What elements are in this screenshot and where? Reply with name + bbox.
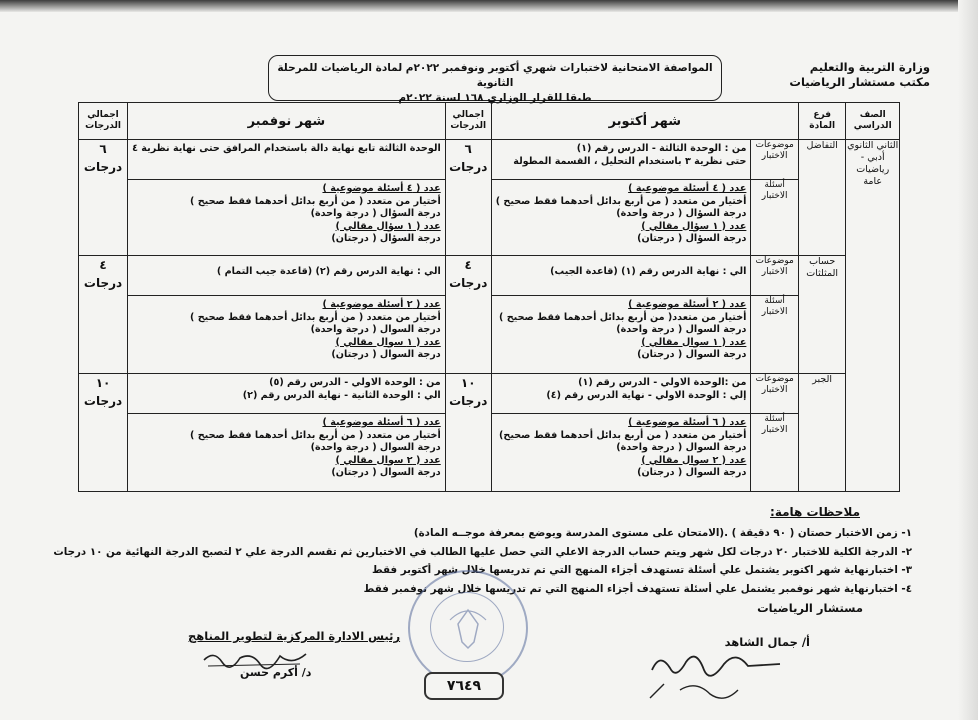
nov-essay-count: عدد ( ١ سؤال مقالي )	[335, 220, 441, 232]
oct-topic-line: من : الوحدة الثالثة - الدرس رقم (١)	[576, 143, 747, 154]
nov-q-grade: درجة السوال ( درجة واحدة)	[310, 324, 441, 335]
akram-name: د/ أكرم حسن	[240, 666, 312, 679]
nov-topics-cell	[128, 256, 446, 296]
title-line-2: طبقا للقرار الوزاري ١٦٨ لسنة ٢٠٢٢م	[398, 92, 592, 104]
label-questions: أسئلة الاختبار	[751, 414, 799, 492]
scan-shadow-right	[958, 0, 978, 720]
oct-essay-grade: درجة السوال ( درجتان)	[637, 467, 747, 478]
nov-topic-line: من : الوحدة الاولي - الدرس رقم (٥)	[269, 377, 441, 388]
nov-questions-cell	[128, 180, 446, 256]
oct-essay-grade: درجة السؤال ( درجتان)	[637, 233, 747, 244]
oct-topics-cell	[491, 256, 751, 296]
nov-q-count: عدد ( ٤ أسئلة موضوعية )	[322, 183, 441, 194]
oct-q-count: عدد ( ٤ أسئلة موضوعية )	[628, 183, 747, 194]
oct-total-cell: ٦ درجات	[445, 140, 491, 256]
note-item: ٢- الدرجة الكلية للاختبار ٢٠ درجات لكل شهر ويتم حساب الدرجة الاعلي التي حصل عليها الطالب في الاختبارين ثم تقسم الدرجة علي ٢ لتصبح الدرجة النهائية من ١٠ درجات	[53, 545, 912, 558]
nov-q-grade: درجة السؤال ( درجة واحدة)	[310, 208, 441, 219]
office-name: مكتب مستشار الرياضيات	[789, 75, 930, 89]
stamp-number: ٧٦٤٩	[424, 672, 504, 700]
ministry-header	[789, 60, 930, 90]
header-october: شهر أكتوبر	[491, 103, 798, 140]
gamal-signature	[640, 640, 790, 710]
header-grade: الصف الدراسي	[846, 103, 900, 140]
table-row	[79, 256, 900, 296]
nov-q-type: أختيار من متعدد ( من أربع بدائل أحدهما فقط صحيح )	[190, 429, 441, 441]
nov-topics-cell	[128, 140, 446, 180]
nov-topic-line: الي : نهاية الدرس رقم (٢) (قاعدة جيب التمام )	[216, 266, 441, 277]
nov-q-grade: درجة السوال ( درجة واحدة)	[310, 442, 441, 453]
nov-topic-line: الي : الوحدة الثانية - نهاية الدرس رقم (٢)	[242, 389, 441, 401]
oct-topic-line: حتى نظرية ٣ باستخدام التحليل ، القسمة المطولة	[513, 155, 747, 167]
branch-cell: التفاضل	[798, 140, 846, 256]
nov-questions-cell	[128, 296, 446, 374]
header-total-october: اجمالي الدرجات	[445, 103, 491, 140]
oct-q-count: عدد ( ٦ أسئلة موضوعية )	[628, 417, 747, 428]
oct-topics-cell	[491, 374, 751, 414]
nov-total-cell: ٤ درجات	[79, 256, 128, 374]
table-header-row	[79, 103, 900, 140]
oct-total-cell: ٤ درجات	[445, 256, 491, 374]
gamal-name: أ/ جمال الشاهد	[724, 635, 810, 649]
nov-q-count: عدد ( ٦ أسئلة موضوعية )	[322, 417, 441, 428]
nov-essay-grade: درجة السؤال ( درجتان)	[331, 233, 441, 244]
nov-topics-cell	[128, 374, 446, 414]
table-row	[79, 374, 900, 414]
nov-q-type: أختيار من متعدد ( من أربع بدائل أحدهما فقط صحيح )	[190, 195, 441, 207]
branch-cell: حساب المثلثات	[798, 256, 846, 374]
notes-heading: ملاحظات هامة:	[770, 505, 860, 519]
oct-q-count: عدد ( ٢ أسئلة موضوعية )	[628, 299, 747, 310]
table-row	[79, 140, 900, 180]
oct-total-cell: ١٠ درجات	[445, 374, 491, 492]
eagle-emblem-icon	[410, 572, 526, 684]
oct-q-grade: درجة السؤال ( درجة واحدة)	[616, 208, 747, 219]
oct-q-type: أختيار من متعدد( من أربع بدائل أحدهما فقط صحيح )	[499, 311, 747, 323]
central-admin-title: رئيس الادارة المركزية لتطوير المناهج	[188, 629, 401, 643]
math-office-label: مستشار الرياضيات	[757, 601, 863, 615]
oct-topics-cell	[491, 140, 751, 180]
oct-q-grade: درجة السوال ( درجة واحدة)	[616, 442, 747, 453]
label-topics: موضوعات الاختبار	[751, 140, 799, 180]
header-branch: فرع المادة	[798, 103, 846, 140]
nov-essay-count: عدد ( ٢ سوال مقالي )	[335, 454, 441, 466]
header-november: شهر نوفمبر	[128, 103, 446, 140]
branch-cell: الجبر	[798, 374, 846, 492]
document-title-box	[268, 55, 722, 104]
label-topics: موضوعات الاختبار	[751, 256, 799, 296]
oct-q-type: أختيار من متعدد ( من أربع بدائل أحدهما فقط صحيح )	[495, 195, 747, 207]
label-questions: أسئلة الاختبار	[751, 180, 799, 256]
exam-spec-table	[78, 102, 900, 492]
oct-essay-count: عدد ( ٢ سوال مقالي )	[641, 454, 747, 466]
header-total-november: اجمالي الدرجات	[79, 103, 128, 140]
note-item: ١- زمن الاختبار حصتان ( ٩٠ دقيقة ) .(الامتحان على مستوى المدرسة ويوضع بمعرفة موجــه المادة)	[413, 527, 912, 539]
nov-total-cell: ٦ درجات	[79, 140, 128, 256]
oct-topic-line: الي : نهاية الدرس رقم (١) (قاعدة الجيب)	[550, 266, 747, 277]
oct-questions-cell	[491, 414, 751, 492]
note-item: ٣- اختبارنهاية شهر اكتوبر يشتمل علي أسئلة تستهدف أجزاء المنهج التي تم تدريسها خلال شهر أكتوبر فقط	[371, 564, 912, 576]
nov-q-type: أختيار من متعدد ( من أربع بدائل أحدهما فقط صحيح )	[190, 311, 441, 323]
nov-topic-line: الوحدة الثالثة تابع نهاية دالة باستخدام المرافق حتى نهاية نظرية ٤	[132, 143, 441, 154]
title-line-1: المواصفة الامتحانية لاختبارات شهري أكتوبر ونوفمبر ٢٠٢٢م لمادة الرياضيات للمرحلة الثانوية	[277, 62, 713, 89]
nov-q-count: عدد ( ٢ أسئلة موضوعية )	[322, 299, 441, 310]
ministry-name: وزارة التربية والتعليم	[809, 60, 930, 74]
scan-shadow	[0, 0, 978, 12]
nov-essay-grade: درجة السوال ( درجتان)	[331, 349, 441, 360]
nov-questions-cell	[128, 414, 446, 492]
official-seal	[408, 570, 528, 686]
nov-total-cell: ١٠ درجات	[79, 374, 128, 492]
nov-essay-count: عدد ( ١ سوال مقالي )	[335, 336, 441, 348]
oct-questions-cell	[491, 180, 751, 256]
grade-cell: الثاني الثانوي أدبي - رياضيات عامة	[846, 140, 900, 492]
note-item: ٤- اختبارنهاية شهر نوفمبر يشتمل علي أسئلة تستهدف أجزاء المنهج التي تم تدريسها خلال شهر نوفمبر فقط	[363, 582, 912, 595]
oct-topic-line: من :الوحدة الاولي - الدرس رقم (١)	[578, 377, 747, 388]
nov-essay-grade: درجة السوال ( درجتان)	[331, 467, 441, 478]
oct-essay-count: عدد ( ١ سوال مقالي )	[641, 336, 747, 348]
label-topics: موضوعات الاختبار	[751, 374, 799, 414]
oct-questions-cell	[491, 296, 751, 374]
oct-topic-line: إلي : الوحدة الاولي - نهاية الدرس رقم (٤)	[546, 389, 747, 401]
oct-essay-grade: درجة السوال ( درجتان)	[637, 349, 747, 360]
oct-essay-count: عدد ( ١ سؤال مقالي )	[641, 220, 747, 232]
oct-q-type: أختيار من متعدد ( من أربع بدائل أحدهما فقط صحيح)	[499, 429, 747, 441]
label-questions: أسئلة الاختبار	[751, 296, 799, 374]
oct-q-grade: درجة السوال ( درجة واحدة)	[616, 324, 747, 335]
